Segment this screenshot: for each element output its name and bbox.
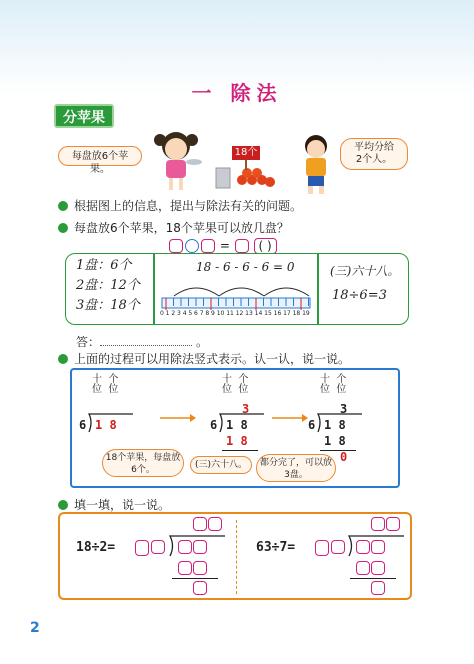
- rule-line: [320, 450, 356, 451]
- question-1: 根据图上的信息，提出与除法有关的问题。: [58, 197, 302, 214]
- tick-label: 9: [211, 310, 215, 317]
- plate-line: 2盘：12个: [76, 278, 140, 293]
- tick-label: 4: [182, 310, 187, 317]
- divisor-2: 6: [210, 418, 218, 432]
- product-box[interactable]: [178, 561, 192, 575]
- rule-line: [172, 578, 218, 579]
- quotient-box[interactable]: [208, 517, 222, 531]
- boy-speech-line1: 平均分给: [354, 142, 394, 153]
- exercise-1-expression: 18÷2=: [76, 540, 116, 555]
- exercise-divider: [236, 520, 237, 594]
- explanation-bubble-3: 都分完了，可以放3盘。: [256, 454, 336, 482]
- place-labels: 十 个 位 位: [222, 374, 249, 395]
- explanation-bubble-1: 18个苹果，每盘放6个。: [102, 449, 184, 477]
- product-box[interactable]: [356, 561, 370, 575]
- girl-illustration: [152, 128, 202, 192]
- tick-label: 12: [235, 310, 244, 317]
- quotient-3: 3: [340, 402, 348, 416]
- question-4: 填一填，说一说。: [58, 496, 170, 513]
- product-2: 1 8: [226, 434, 248, 448]
- exercise-1-answer-box[interactable]: [135, 540, 149, 556]
- product-box[interactable]: [371, 561, 385, 575]
- quotient-box[interactable]: [371, 517, 385, 531]
- bullet-icon: [58, 201, 68, 211]
- divisor-box[interactable]: [151, 540, 165, 554]
- tick-label: 14: [254, 310, 263, 317]
- chapter-title: 一 除法: [191, 81, 283, 105]
- tick-label: 2: [171, 310, 176, 317]
- explanation-bubble-2: (三)六十八。: [190, 456, 252, 474]
- rule-line: [350, 578, 396, 579]
- place-labels: 十 个 位 位: [320, 374, 347, 395]
- tick-label: 16: [273, 310, 282, 317]
- bullet-icon: [58, 354, 68, 364]
- tick-label: 1: [165, 310, 170, 317]
- tick-label: 19: [302, 310, 310, 317]
- divisor-1: 6: [79, 418, 87, 432]
- answer-period: 。: [196, 335, 209, 349]
- tick-label: 15: [264, 310, 272, 317]
- tick-label: 8: [205, 310, 210, 317]
- dividend-3: 1 8: [324, 418, 346, 432]
- equation-row: [168, 238, 277, 254]
- method-result-line2: 18÷6=3: [332, 288, 387, 303]
- boy-illustration: [296, 132, 336, 196]
- girl-speech-bubble: 每盘放6个苹果。: [58, 146, 142, 166]
- dividend-1: 1 8: [95, 418, 117, 432]
- exercise-2-expression: 63÷7=: [256, 540, 296, 555]
- bullet-icon: [58, 500, 68, 510]
- equals-sign: =: [219, 238, 230, 253]
- tick-label: 10: [216, 310, 225, 317]
- operator-circle[interactable]: [185, 239, 199, 253]
- boy-speech-line2: 2个人。: [355, 154, 393, 165]
- quotient-2: 3: [242, 402, 250, 416]
- section-badge: 分苹果: [54, 104, 114, 128]
- tick-label: 0: [160, 310, 164, 317]
- product-3: 1 8: [324, 434, 346, 448]
- quotient-box[interactable]: [386, 517, 400, 531]
- rule-line: [222, 450, 258, 451]
- question-2: 每盘放6个苹果，18个苹果可以放几盘？: [58, 219, 289, 236]
- question-3: 上面的过程可以用除法竖式表示。认一认，说一说。: [58, 350, 350, 367]
- remainder-box[interactable]: [193, 581, 207, 595]
- divisor-box[interactable]: [331, 540, 345, 554]
- tick-label: 13: [245, 310, 253, 317]
- quotient-box[interactable]: [193, 517, 207, 531]
- place-labels: 十 个 位 位: [92, 374, 119, 395]
- tick-label: 6: [194, 310, 198, 317]
- divider: [153, 253, 155, 325]
- unit-paren-box[interactable]: ( ): [254, 238, 277, 254]
- dividend-box[interactable]: [193, 540, 207, 554]
- tick-label: 7: [199, 310, 204, 317]
- dividend-box[interactable]: [371, 540, 385, 554]
- plate-line: 3盘：18个: [76, 298, 140, 313]
- tick-label: 3: [177, 310, 181, 317]
- dividend-2: 1 8: [226, 418, 248, 432]
- tick-label: 17: [283, 310, 291, 317]
- answer-box[interactable]: [235, 239, 249, 253]
- sign-post: [245, 160, 247, 170]
- subtraction-text: 18 - 6 - 6 - 6 = 0: [196, 260, 295, 274]
- plate-count-list: [76, 256, 140, 316]
- divisor-3: 6: [308, 418, 316, 432]
- bullet-icon: [58, 223, 68, 233]
- dividend-box[interactable]: [178, 540, 192, 554]
- product-box[interactable]: [193, 561, 207, 575]
- answer-blank[interactable]: [100, 345, 192, 346]
- tick-label: 5: [188, 310, 193, 317]
- apple-count-sign: 18个: [232, 146, 260, 160]
- answer-box[interactable]: [201, 239, 215, 253]
- tick-label: 11: [226, 310, 234, 317]
- remainder-box[interactable]: [371, 581, 385, 595]
- method-result-line1: (三)六十八。: [330, 264, 400, 278]
- answer-label: 答：: [76, 335, 101, 349]
- tick-labels: [160, 310, 312, 317]
- tick-label: 18: [292, 310, 301, 317]
- boy-speech-bubble: [340, 138, 408, 170]
- dividend-box[interactable]: [356, 540, 370, 554]
- exercise-2-answer-box[interactable]: [315, 540, 329, 556]
- remainder-3: 0: [340, 450, 348, 464]
- plate-line: 1盘：6个: [76, 258, 132, 273]
- page-number: 2: [30, 620, 40, 636]
- divider: [317, 253, 319, 325]
- arrow-icon: [158, 412, 198, 424]
- arrow-icon: [270, 412, 310, 424]
- answer-box[interactable]: [169, 239, 183, 253]
